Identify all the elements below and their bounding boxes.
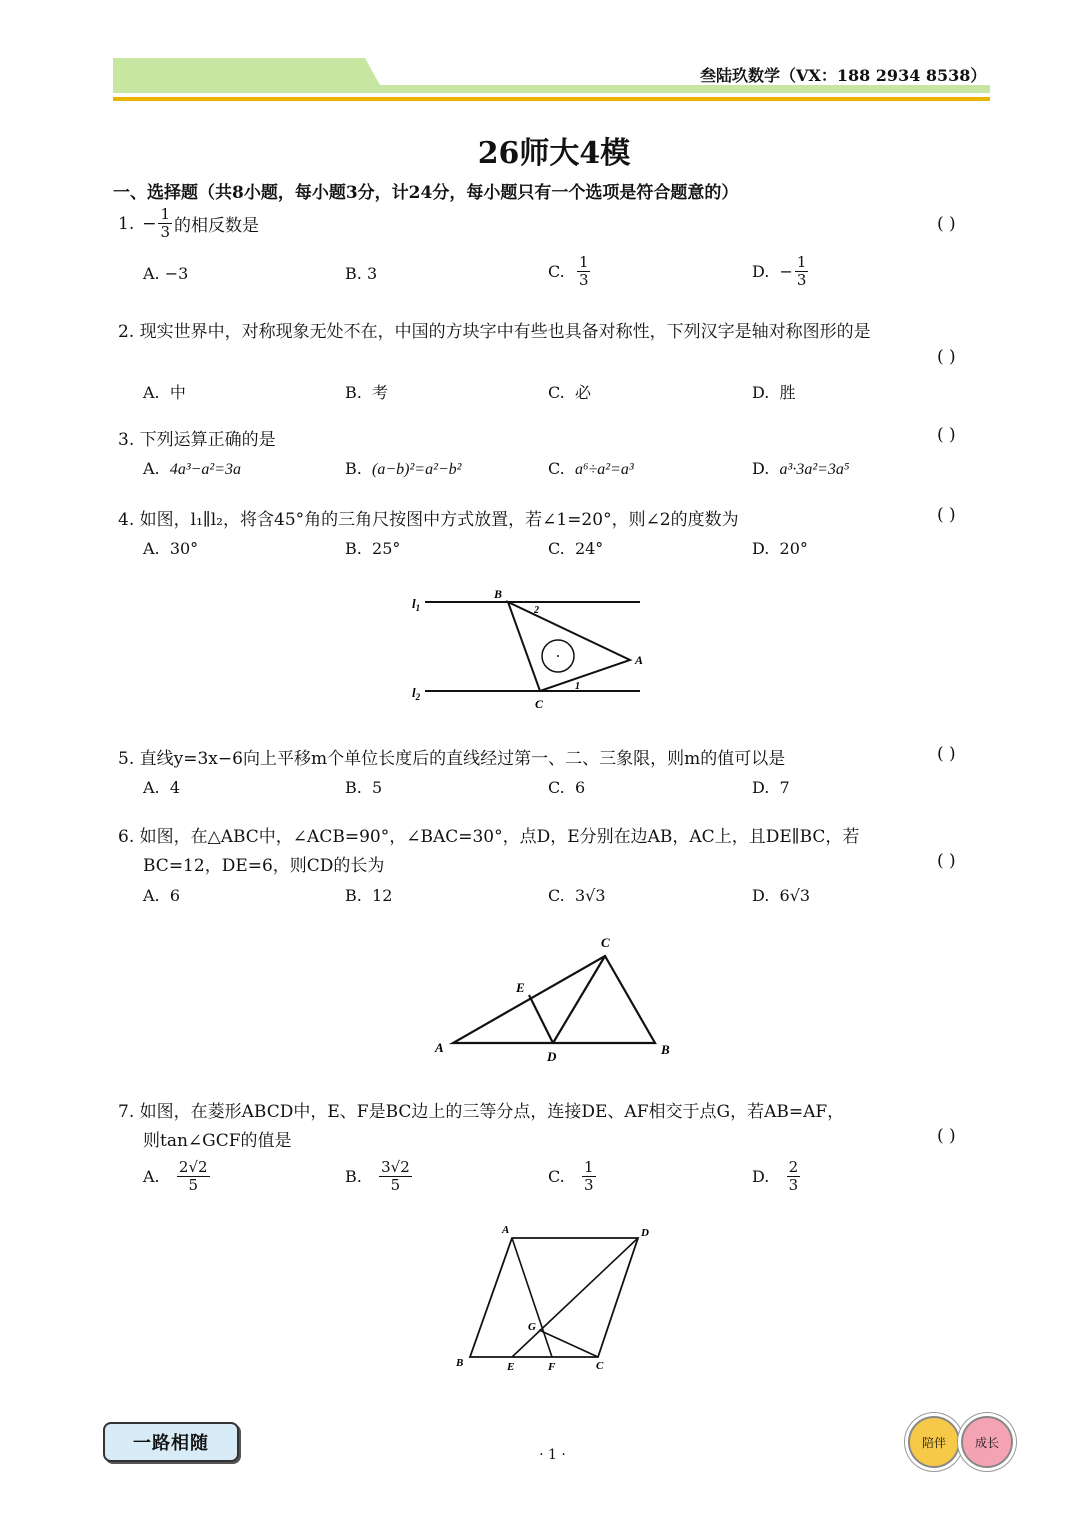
segment-cd bbox=[553, 956, 605, 1043]
opt-text: (a−b)²=a²−b² bbox=[372, 461, 462, 478]
label-C: C bbox=[601, 935, 610, 950]
label-l2: $l_2$ bbox=[412, 685, 421, 702]
opt-fraction bbox=[177, 1160, 210, 1193]
opt-fraction bbox=[379, 1160, 412, 1193]
opt-text: 25° bbox=[372, 539, 401, 558]
q7-figure bbox=[450, 1220, 665, 1380]
q1-fraction bbox=[158, 207, 172, 240]
q5-text: 直线y=3x−6向上平移m个单位长度后的直线经过第一、二、三象限，则m的值可以是 bbox=[139, 749, 786, 769]
q1-frac-den: 3 bbox=[160, 223, 171, 241]
opt-label: B. bbox=[345, 383, 362, 402]
q4-option-c[interactable] bbox=[548, 539, 603, 558]
opt-text: 12 bbox=[372, 886, 393, 905]
q5-option-d[interactable] bbox=[752, 778, 790, 797]
opt-label: A. bbox=[143, 539, 160, 558]
q2-text: 现实世界中，对称现象无处不在，中国的方块字中有些也具备对称性，下列汉字是轴对称图形的是 bbox=[139, 322, 871, 342]
q3-number: 3. bbox=[118, 430, 135, 450]
q1-number: 1. bbox=[118, 213, 135, 234]
opt-label: A. bbox=[143, 264, 160, 283]
q1-answer-paren[interactable]: ( ) bbox=[937, 214, 956, 234]
opt-label: A. bbox=[143, 383, 160, 402]
question-4 bbox=[118, 505, 739, 530]
opt-label: D. bbox=[752, 539, 770, 558]
q5-answer-paren[interactable]: ( ) bbox=[937, 744, 956, 764]
q6-text: 如图，在△ABC中，∠ACB=90°，∠BAC=30°，点D，E分别在边AB，AC上，且DE∥BC，若 bbox=[139, 827, 860, 847]
opt-label: A. bbox=[143, 886, 160, 905]
opt-text: 3√3 bbox=[574, 886, 606, 905]
q7-text-line2: 则tan∠GCF的值是 bbox=[143, 1131, 292, 1151]
question-3 bbox=[118, 425, 276, 450]
opt-label: D. bbox=[752, 886, 770, 905]
q5-number: 5. bbox=[118, 749, 135, 769]
opt-label: C. bbox=[548, 1167, 565, 1186]
triangle-ruler bbox=[508, 602, 630, 691]
opt-label: B. bbox=[345, 539, 362, 558]
q3-option-b[interactable] bbox=[345, 459, 461, 479]
opt-label: D. bbox=[752, 1167, 770, 1186]
q2-option-a[interactable] bbox=[143, 380, 186, 403]
q2-option-c[interactable] bbox=[548, 380, 591, 403]
opt-label: C. bbox=[548, 539, 565, 558]
q5-option-b[interactable] bbox=[345, 778, 382, 797]
question-7 bbox=[118, 1097, 844, 1122]
segment-de bbox=[529, 995, 553, 1043]
label-E: E bbox=[516, 980, 525, 995]
q7-option-b[interactable] bbox=[345, 1160, 414, 1193]
q4-number: 4. bbox=[118, 510, 135, 530]
footer-badge: 一路相随 bbox=[103, 1422, 239, 1462]
q3-option-c[interactable] bbox=[548, 459, 634, 479]
page-title: 26师大4模 bbox=[477, 136, 631, 171]
q6-answer-paren[interactable]: ( ) bbox=[937, 851, 956, 871]
q3-answer-paren[interactable]: ( ) bbox=[937, 425, 956, 445]
opt-label: D. bbox=[752, 459, 770, 478]
frac-den: 5 bbox=[390, 1176, 401, 1194]
label-angle-1: 1 bbox=[575, 681, 580, 692]
q7-option-d[interactable] bbox=[752, 1160, 802, 1193]
label-B: B bbox=[456, 1357, 464, 1369]
footer-circle-growth: 成长 bbox=[961, 1416, 1013, 1468]
question-1 bbox=[118, 207, 259, 240]
opt-label: C. bbox=[548, 459, 565, 478]
opt-fraction bbox=[795, 255, 809, 288]
opt-label: B. bbox=[345, 459, 362, 478]
triangle-abc bbox=[453, 956, 655, 1043]
question-6 bbox=[118, 822, 859, 847]
q1-option-b[interactable] bbox=[345, 264, 377, 283]
opt-text: 3 bbox=[366, 264, 378, 283]
label-l1: $l_1$ bbox=[412, 596, 421, 613]
q4-text: 如图，l₁∥l₂，将含45°角的三角尺按图中方式放置，若∠1=20°，则∠2的度数为 bbox=[139, 510, 739, 530]
opt-text: 24° bbox=[574, 539, 604, 558]
opt-text: 5 bbox=[372, 778, 383, 797]
opt-text: 6 bbox=[169, 886, 180, 905]
q1-option-c[interactable] bbox=[548, 255, 592, 288]
q4-option-a[interactable] bbox=[143, 539, 198, 558]
label-angle-2: 2 bbox=[534, 605, 539, 616]
label-E: E bbox=[507, 1361, 515, 1373]
opt-label: C. bbox=[548, 383, 565, 402]
q2-option-d[interactable] bbox=[752, 380, 796, 403]
opt-label: D. bbox=[752, 383, 770, 402]
opt-label: C. bbox=[548, 886, 565, 905]
opt-text: a⁶÷a²=a³ bbox=[574, 461, 634, 478]
q1-option-d[interactable] bbox=[752, 255, 810, 288]
opt-text: 必 bbox=[574, 383, 591, 402]
q6-number: 6. bbox=[118, 827, 135, 847]
q7-option-c[interactable] bbox=[548, 1160, 598, 1193]
opt-text: 胜 bbox=[779, 383, 796, 402]
q1-text: 的相反数是 bbox=[174, 216, 260, 236]
opt-fraction bbox=[787, 1160, 801, 1193]
q6-option-d[interactable] bbox=[752, 886, 810, 905]
q4-option-d[interactable] bbox=[752, 539, 808, 558]
footer-circle-companion: 陪伴 bbox=[908, 1416, 960, 1468]
opt-text: −3 bbox=[164, 264, 189, 283]
label-A: A bbox=[435, 1040, 444, 1055]
opt-text: 考 bbox=[372, 383, 389, 402]
opt-text: 6√3 bbox=[779, 886, 811, 905]
q5-option-a[interactable] bbox=[143, 778, 180, 797]
label-A: A bbox=[635, 653, 644, 667]
frac-den: 3 bbox=[796, 271, 807, 289]
frac-num: 1 bbox=[796, 253, 807, 271]
opt-fraction bbox=[582, 1160, 596, 1193]
opt-sign: − bbox=[779, 262, 793, 281]
label-G: G bbox=[528, 1321, 536, 1333]
label-F: F bbox=[548, 1361, 556, 1373]
ruler-center bbox=[557, 655, 559, 657]
label-C: C bbox=[535, 697, 544, 711]
opt-text: 4 bbox=[169, 778, 180, 797]
frac-den: 5 bbox=[188, 1176, 198, 1194]
opt-label: A. bbox=[143, 1167, 160, 1186]
opt-label: C. bbox=[548, 262, 565, 281]
opt-label: C. bbox=[548, 778, 565, 797]
q4-answer-paren[interactable]: ( ) bbox=[937, 505, 956, 525]
opt-label: A. bbox=[143, 459, 160, 478]
rhombus-abcd bbox=[470, 1238, 638, 1357]
q2-answer-paren[interactable]: ( ) bbox=[937, 347, 956, 367]
q7-number: 7. bbox=[118, 1102, 135, 1122]
opt-label: B. bbox=[345, 886, 362, 905]
opt-fraction bbox=[577, 255, 591, 288]
opt-text: a³·3a²=3a⁵ bbox=[779, 461, 850, 478]
q6-option-a[interactable] bbox=[143, 886, 180, 905]
segment-de bbox=[512, 1238, 638, 1357]
q1-option-a[interactable] bbox=[143, 264, 188, 283]
opt-label: B. bbox=[345, 1167, 362, 1186]
q3-option-a[interactable] bbox=[143, 459, 241, 479]
q1-frac-num: 1 bbox=[160, 205, 171, 223]
q3-text: 下列运算正确的是 bbox=[139, 430, 276, 450]
frac-den: 3 bbox=[584, 1176, 594, 1194]
opt-text: 4a³−a²=3a bbox=[169, 461, 241, 478]
opt-label: D. bbox=[752, 262, 770, 281]
q5-option-c[interactable] bbox=[548, 778, 585, 797]
q6-figure bbox=[425, 930, 685, 1070]
label-D: D bbox=[641, 1227, 649, 1239]
frac-num: 1 bbox=[584, 1158, 594, 1176]
opt-label: A. bbox=[143, 778, 160, 797]
label-B: B bbox=[494, 587, 503, 601]
header-brand: 叁陆玖数学（VX：188 2934 8538） bbox=[700, 66, 987, 85]
q7-option-a[interactable] bbox=[143, 1160, 212, 1193]
q6-text-line2: BC=12，DE=6，则CD的长为 bbox=[143, 856, 385, 876]
question-5 bbox=[118, 744, 785, 769]
opt-text: 30° bbox=[169, 539, 199, 558]
question-2 bbox=[118, 317, 871, 342]
opt-label: B. bbox=[345, 264, 362, 283]
frac-num: 2 bbox=[788, 1158, 799, 1176]
q7-answer-paren[interactable]: ( ) bbox=[937, 1126, 956, 1146]
q4-figure bbox=[400, 580, 660, 715]
opt-label: D. bbox=[752, 778, 770, 797]
page-number: · 1 · bbox=[539, 1447, 566, 1463]
section-heading: 一、选择题（共8小题，每小题3分，计24分，每小题只有一个选项是符合题意的） bbox=[113, 183, 739, 203]
frac-den: 3 bbox=[788, 1176, 799, 1194]
frac-num: 1 bbox=[578, 253, 589, 271]
frac-num: 2√2 bbox=[178, 1158, 208, 1176]
opt-text: 6 bbox=[574, 778, 586, 797]
frac-den: 3 bbox=[578, 271, 589, 289]
q2-number: 2. bbox=[118, 322, 135, 342]
opt-text: 中 bbox=[169, 383, 186, 402]
label-A: A bbox=[502, 1224, 510, 1236]
q4-option-b[interactable] bbox=[345, 539, 400, 558]
label-C: C bbox=[596, 1360, 604, 1372]
q2-option-b[interactable] bbox=[345, 380, 388, 403]
q3-option-d[interactable] bbox=[752, 459, 849, 479]
q7-text: 如图，在菱形ABCD中，E、F是BC边上的三等分点，连接DE、AF相交于点G，若AB=AF， bbox=[139, 1102, 845, 1122]
opt-label: B. bbox=[345, 778, 362, 797]
q6-option-b[interactable] bbox=[345, 886, 392, 905]
opt-text: 7 bbox=[779, 778, 790, 797]
label-D: D bbox=[547, 1049, 557, 1064]
q1-sign: − bbox=[142, 213, 157, 234]
opt-text: 20° bbox=[779, 539, 808, 558]
label-B: B bbox=[661, 1042, 670, 1057]
q6-option-c[interactable] bbox=[548, 886, 606, 905]
frac-num: 3√2 bbox=[381, 1158, 410, 1176]
